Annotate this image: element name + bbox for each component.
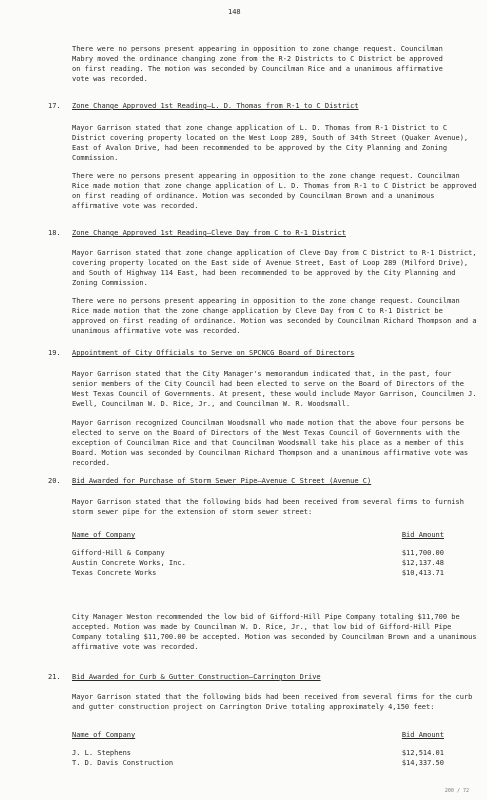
item-19-heading: 19. Appointment of City Officials to Serve on SPCNCG Board of Directors [48,349,355,357]
item-17-heading: 17. Zone Change Approved 1st Reading—L. D. Thomas from R-1 to C District [48,102,359,110]
item-20-para-1: Mayor Garrison stated that the following bids had been received from several firms to furnish storm sewer pipe for the extension of storm sewer street: [72,498,464,516]
item-20-heading: 20. Bid Awarded for Purchase of Storm Sewer Pipe—Avenue C Street (Avenue C) [48,477,372,485]
table-row: T. D. Davis Construction $14,337.50 [72,759,444,767]
page-footer-code: 200 / 72 [444,788,469,794]
table-row: J. L. Stephens $12,514.01 [72,749,444,757]
item-19-para-2: Mayor Garrison recognized Councilman Woodsmall who made motion that the above four persons be elected to serve on the Board of Directors of the West Texas Council of Governments with the exception of Councilman Rice and that Councilman Woodsmall take his place as a member of this Board. Motion was seconded by Councilman Richard Thompson and a unanimous affirmative vote was recorded. [72,419,469,467]
item-20-para-2: City Manager Weston recommended the low bid of Gifford-Hill Pipe Company totaling $11,700 be accepted. Motion was made by Councilman W. D. Rice, Jr., that low bid of Gifford-Hill Pipe Company totaling $11,700.00 be accepted. Motion was seconded by Councilman Brown and a unanimous affirmative vote was recorded. [72,613,477,651]
item-18-para-1: Mayor Garrison stated that zone change application of Cleve Day from C District to R-1 District, covering property located on the East side of Avenue Street, East of Loop 289 (Milford Drive), and South of Highway 114 East, had been recommended to be approved by the City Planning and Zoning Commission. [72,249,477,287]
table-row: Texas Concrete Works $10,413.71 [72,569,444,577]
item-17-para-1: Mayor Garrison stated that zone change application of L. D. Thomas from R-1 District to C District covering property located on the West Loop 289, South of 34th Street (Quaker Avenue), East of Avalon Drive, had been recommended to be approved by the City Planning and Zoning Commission. [72,124,469,162]
item-21-para-1: Mayor Garrison stated that the following bids had been received from several firms for the curb and gutter construction project on Carrington Drive totaling approximately 4,150 feet: [72,693,473,711]
table-row: Gifford-Hill & Company $11,700.00 [72,549,444,557]
item-18-heading: 18. Zone Change Approved 1st Reading—Cleve Day from C to R-1 District [48,229,346,237]
item-19-para-1: Mayor Garrison stated that the City Manager's memorandum indicated that, in the past, four senior members of the City Council had been elected to serve on the Board of Directors of the West Texas Council of Governments. At present, these would include Mayor Garrison, Councilmen J. Ewell, Councilman W. D. Rice, Jr., and Councilman W. R. Woodsmall. [72,370,477,408]
item-17-para-2: There were no persons present appearing in opposition to the zone change request. Councilman Rice made motion that zone change application of L. D. Thomas from R-1 to C District be approved on first reading of ordinance. Motion was seconded by Councilman Brown and a unanimous affirmative vote was recorded. [72,172,477,210]
intro-paragraph: There were no persons present appearing in opposition to zone change request. Councilman Mabry moved the ordinance changing zone from the R-2 Districts to C District be approved on first reading. The motion was seconded by Councilman Rice and a unanimous affirmative vote was recorded. [72,45,443,83]
curb-bids-table [72,730,444,768]
table-header: Name of Company Bid Amount [72,731,444,739]
table-header: Name of Company Bid Amount [72,531,444,539]
pipe-bids-table [72,530,444,578]
page-number: 148 [228,8,241,16]
item-18-para-2: There were no persons present appearing in opposition to the zone change request. Councilman Rice made motion that the zone change application by Cleve Day from C to R-1 District be approved on first reading of ordinance. Motion was seconded by Councilman Richard Thompson and a unanimous affirmative vote was recorded. [72,297,477,335]
table-row: Austin Concrete Works, Inc. $12,137.48 [72,559,444,567]
item-21-heading: 21. Bid Awarded for Curb & Gutter Construction—Carrington Drive [48,673,321,681]
